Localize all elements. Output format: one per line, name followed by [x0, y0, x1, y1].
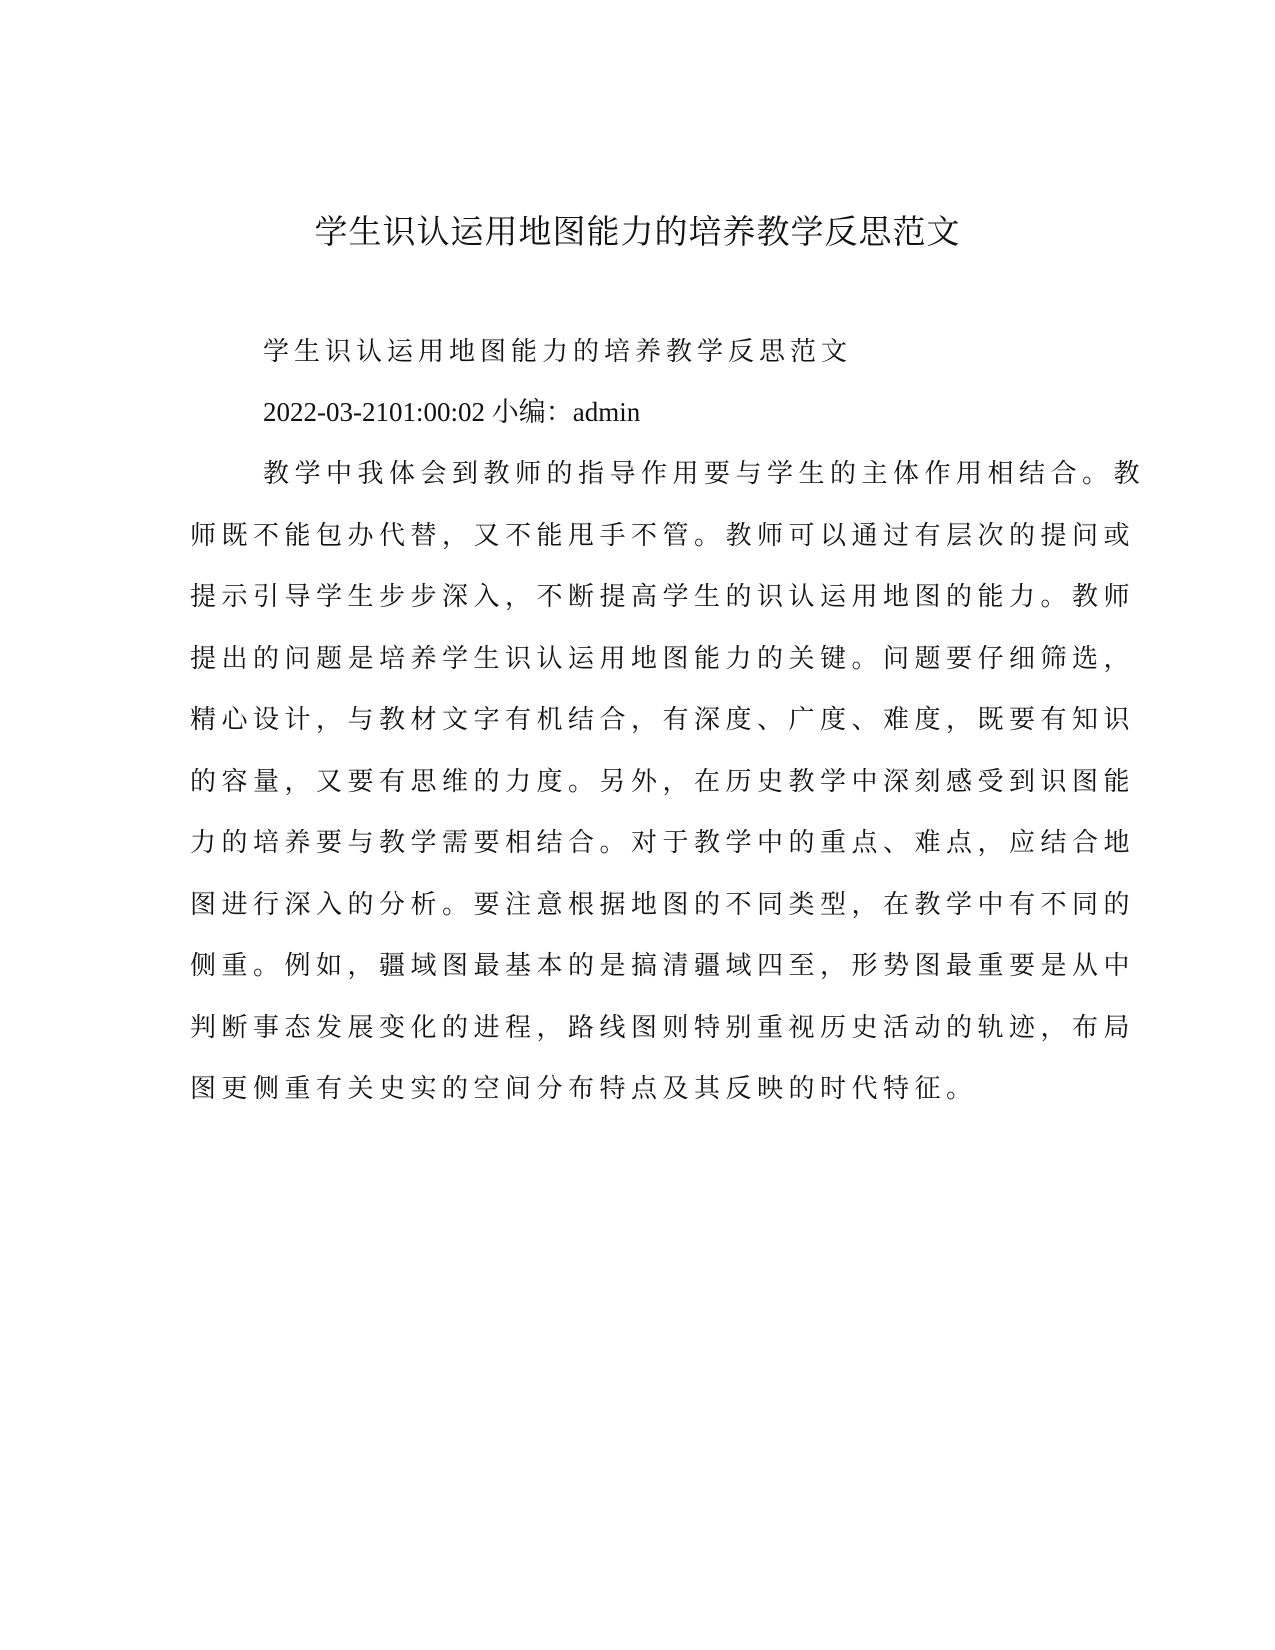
body-line: 判断事态发展变化的进程，路线图则特别重视历史活动的轨迹，布局 — [190, 1012, 1136, 1043]
body-line: 图更侧重有关史实的空间分布特点及其反映的时代特征。 — [190, 1074, 978, 1104]
body-line: 图进行深入的分析。要注意根据地图的不同类型，在教学中有不同的 — [190, 889, 1136, 920]
document-subtitle: 学生识认运用地图能力的培养教学反思范文 — [263, 337, 853, 367]
document-title: 学生识认运用地图能力的培养教学反思范文 — [314, 212, 961, 251]
article-body — [190, 456, 1146, 1133]
body-line: 的容量，又要有思维的力度。另外，在历史教学中深刻感受到识图能 — [190, 766, 1136, 797]
body-line: 提示引导学生步步深入，不断提高学生的识认运用地图的能力。教师 — [190, 582, 1136, 612]
body-line: 力的培养要与教学需要相结合。对于教学中的重点、难点，应结合地 — [190, 828, 1136, 858]
body-line: 精心设计，与教材文字有机结合，有深度、广度、难度，既要有知识 — [190, 705, 1136, 735]
post-meta: 2022-03-2101:00:02 小编：admin — [263, 397, 641, 427]
body-line: 师既不能包办代替，又不能甩手不管。教师可以通过有层次的提问或 — [190, 520, 1136, 551]
body-line: 侧重。例如，疆域图最基本的是搞清疆域四至，形势图最重要是从中 — [190, 951, 1136, 981]
body-line: 提出的问题是培养学生识认运用地图能力的关键。问题要仔细筛选， — [190, 643, 1136, 674]
body-line: 教学中我体会到教师的指导作用要与学生的主体作用相结合。教 — [263, 459, 1146, 489]
